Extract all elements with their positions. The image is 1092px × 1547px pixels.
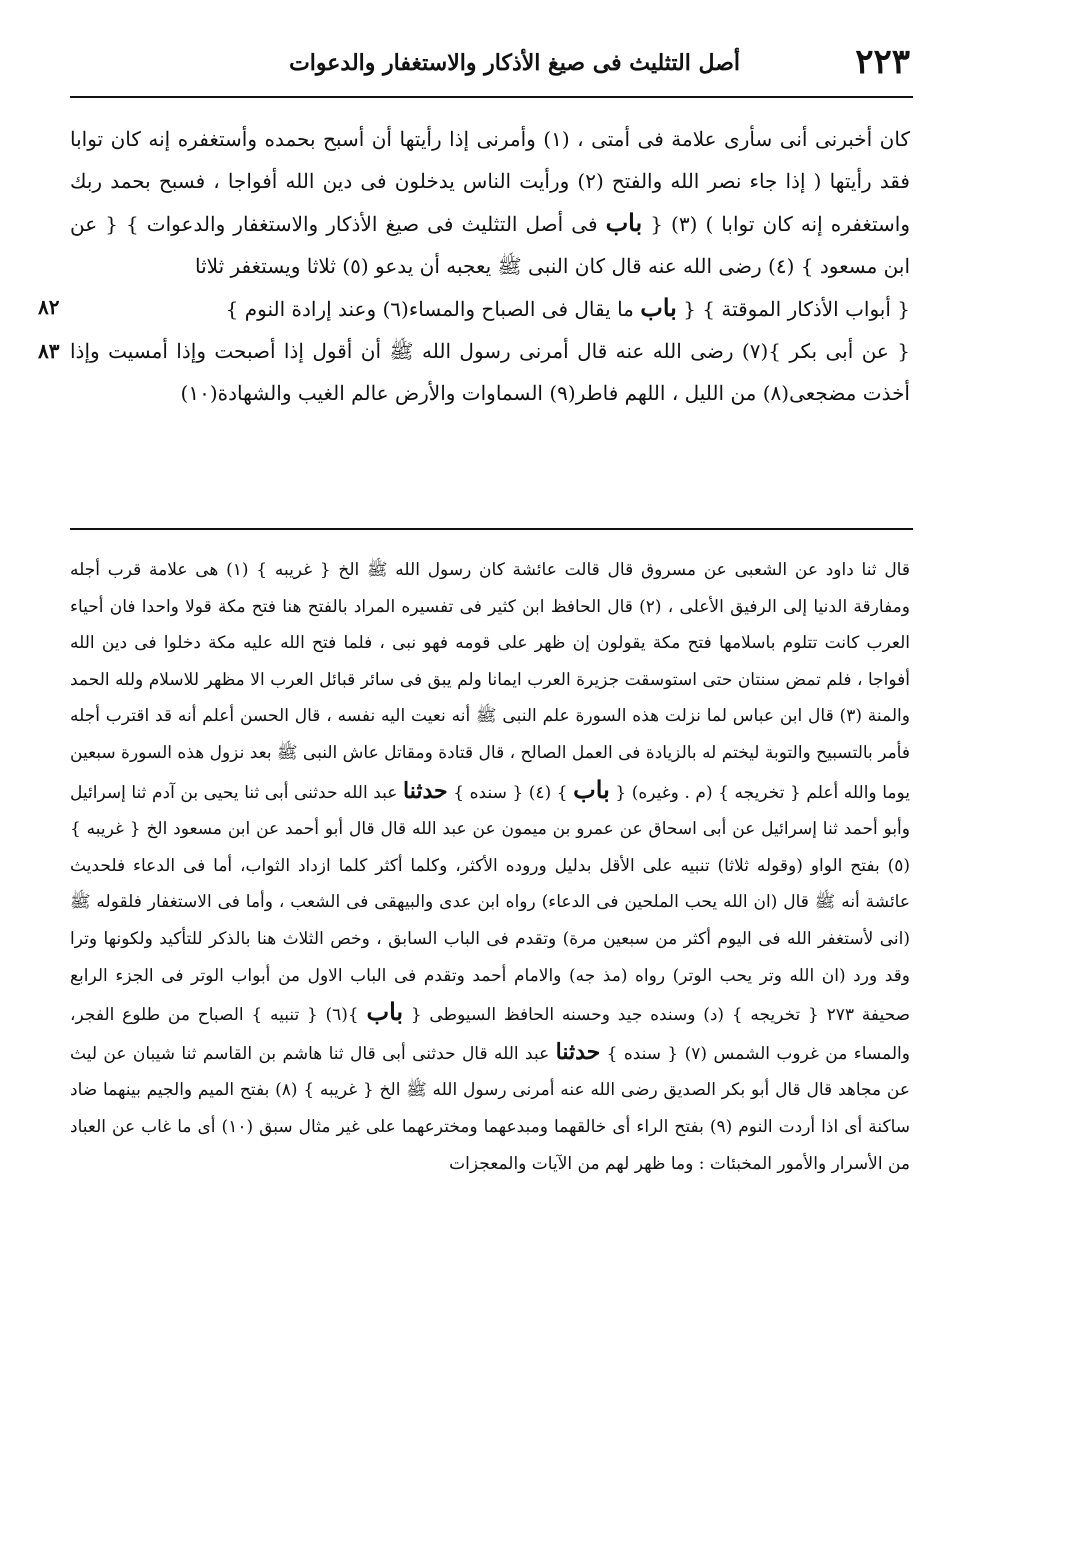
hadith-82-text: { عن ابن مسعود } (٤) رضى الله عنه قال كان النبى ﷺ يعجبه أن يدعو (٥) ثلاثا ويستغفر ثلاثا <box>70 212 910 278</box>
commentary-notes <box>70 552 910 1182</box>
haddathana-word: حدثنا <box>403 777 448 804</box>
chapter-heading-word: باب <box>573 774 610 804</box>
section-heading-intro: { أبواب الأذكار الموقتة } { <box>683 297 910 321</box>
main-paragraph-text: كان أخبرنى أنى سأرى علامة فى أمتى ، (١) وأمرنى إذا رأيتها أن أسبح بحمده وأستغفره إنه كان توابا فقد رأيتها ( إذا جاء نصر الله والفتح (٢) ورأيت الناس يدخلون فى دين الله أفواجا ، فسبح بحمد ربك واستغفره إنه كان توابا ) (٣) <box>70 127 911 236</box>
note-text: عبد الله قال حدثنى أبى قال ثنا هاشم بن القاسم ثنا شيبان عن ليث عن مجاهد قال قال أبو بكر الصديق رضى الله عنه أمرنى رسول الله ﷺ الخ { غريبه } (٨) بفتح الميم والجيم بينهما ضاد ساكنة أى اذا أردت النوم (٩) بفتح الراء أى خالقهما ومبدعهما ومخترعهما على غير مثال سبق (١٠) أى ما غاب عن العباد من الأسرار والأمور المخبئات : وما ظهر لهم من الآيات والمعجزات <box>70 1043 910 1174</box>
haddathana-word: حدثنا <box>555 1038 601 1065</box>
commentary-paragraph <box>70 552 910 1182</box>
page-number: ٢٢٣ <box>855 42 910 82</box>
footnote-divider <box>70 528 913 530</box>
hadith-83-text: { عن أبى بكر }(٧) رضى الله عنه قال أمرنى رسول الله ﷺ أن أقول إذا أصبحت وإذا أمسيت وإذا أخذت مضجعى(٨) من الليل ، اللهم فاطر(٩) السماوات والأرض عالم الغيب والشهادة(١٠) <box>70 339 911 405</box>
chapter-heading-word: باب <box>640 293 677 322</box>
note-text: عبد الله حدثنى أبى ثنا يحيى بن آدم ثنا إسرائيل وأبو أحمد ثنا إسرائيل عن أبى اسحاق عن عمرو بن ميمون عن عبد الله قال قال أبو أحمد عن ابن مسعود الخ { غريبه } (٥) بفتح الواو (وقوله ثلاثا) تنبيه على الأقل بدليل وروده الأكثر، وكلما أكثر كلما ازداد الثواب، أما فى الدعاء فلحديث عائشة أنه ﷺ قال (ان الله يحب الملحين فى الدعاء) رواه ابن عدى والبيهقى فى الشعب ، وأما فى الاستغفار فلقوله ﷺ (انى لأستغفر الله فى اليوم أكثر من سبعين مرة) وتقدم فى الباب السابق ، وخص الثلاث هنا بالذكر للتأكيد ولكونها وترا وقد ورد (ان الله وتر يحب الوتر) رواه (مذ جه) والامام أحمد وتقدم فى الباب الاول من أبواب الوتر فى الجزء الرابع صحيفة ٢٧٣ { تخريجه } (د) وسنده جيد وحسنه الحافظ السيوطى { <box>70 782 910 1026</box>
chapter-title: فى أصل التثليث فى صيغ الأذكار والاستغفار والدعوات } <box>126 212 598 236</box>
hadith-83-paragraph <box>38 330 911 414</box>
note-text: قال ثنا داود عن الشعبى عن مسروق قال قالت عائشة كان رسول الله ﷺ الخ { غريبه } (١) هى علامة قرب أجله ومفارقة الدنيا إلى الرفيق الأعلى ، (٢) قال الحافظ ابن كثير فى تفسيره المراد بالفتح هنا فتح مكة قولا واحدا فان أحياء العرب كانت تتلوم باسلامها فتح مكة يقولون إن ظهر على قومه فهو نبى ، فلما فتح الله عليه مكة دخلوا فى دين الله أفواجا ، فلم تمض سنتان حتى استوسقت جزيرة العرب ايمانا ولم يبق فى سائر قبائل العرب الا مظهر للاسلام ولله الحمد والمنة (٣) قال ابن عباس لما نزلت هذه السورة علم النبى ﷺ أنه نعيت اليه نفسه ، قال الحسن أعلم أنه قد اقترب أجله فأمر بالتسبيح والتوبة ليختم له بالزيادة فى العمل الصالح ، قال قتادة ومقاتل عاش النبى ﷺ بعد نزول هذه السورة سبعين يوما والله أعلم { تخريجه } (م . وغيره) { <box>70 560 911 803</box>
main-text <box>38 118 911 414</box>
chapter-open-brace: { <box>650 212 663 236</box>
header-rule <box>70 96 913 98</box>
hadith-number-82: ٨٢ <box>38 295 60 319</box>
hadith-number-83: ٨٣ <box>38 339 60 363</box>
running-title: أصل التثليث فى صيغ الأذكار والاستغفار والدعوات <box>289 50 740 76</box>
note-text: }(٦) { تنبيه } الصباح من طلوع الفجر، والمساء من غروب الشمس (٧) { سنده } <box>70 1005 910 1064</box>
note-text: } (٤) { سنده } <box>453 782 568 803</box>
page-header <box>70 40 910 90</box>
chapter-heading-word: باب <box>605 208 643 237</box>
section-heading-line <box>70 287 910 330</box>
chapter-title: ما يقال فى الصباح والمساء(٦) وعند إرادة النوم } <box>225 297 634 321</box>
chapter-heading-word: باب <box>366 997 404 1027</box>
